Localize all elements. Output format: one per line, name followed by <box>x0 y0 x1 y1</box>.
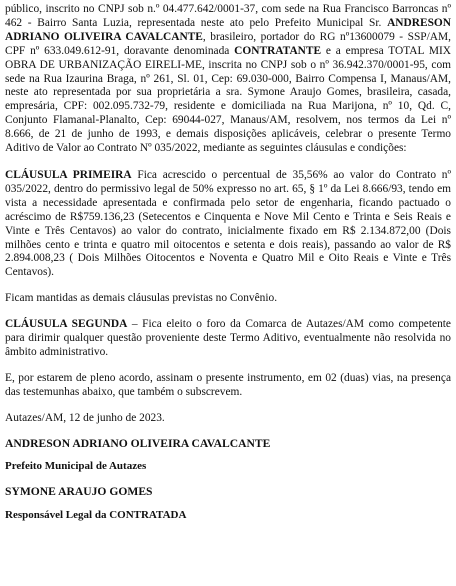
intro-text-1: público, inscrito no CNPJ sob n.º 04.477.642/0001-37, com sede na Rua Francisco Barroncas nº 462 - Bairro Santa Luzia, representada neste ato pelo Prefeito Municipal Sr. <box>5 3 451 29</box>
mayor-name-inline: ANDRESON ADRIANO OLIVEIRA CAVALCANTE <box>5 16 451 43</box>
intro-text-3: e a empresa TOTAL MIX OBRA DE URBANIZAÇÃO EIRELI-ME, inscrita no CNPJ sob o nº 36.942.370/0001-95, com sede na Rua Izaurina Braga, nº 261, Sl. 01, Cep: 69.030-000, Bairro Compensa I, Manaus/AM, neste ato representada por sua proprietária a sra. Symone Araujo Gomes, brasileira, casada, empresária, CPF: 002.095.732-79, residente e domiciliada na Rua Marijona, nº 10, Qd. C, Conjunto Flamanal-Planalto, Cep: 69044-027, Manaus/AM, resolvem, nos termos da Lei nº 8.666, de 21 de junho de 1993, e demais disposições aplicáveis, celebrar o presente Termo Aditivo de Valor ao Contrato Nº 035/2022, mediante as seguintes cláusulas e condições: <box>5 44 451 155</box>
signature-mayor-role: Prefeito Municipal de Autazes <box>5 460 147 473</box>
clause-2-heading: CLÁUSULA SEGUNDA <box>5 318 128 331</box>
clause-1-paragraph <box>5 169 451 280</box>
maintained-clauses-note: Ficam mantidas as demais cláusulas previstas no Convênio. <box>5 292 278 305</box>
clause-2-paragraph <box>5 318 451 360</box>
signature-mayor-name: ANDRESON ADRIANO OLIVEIRA CAVALCANTE <box>5 436 271 450</box>
contratante-label: CONTRATANTE <box>234 44 322 57</box>
closing-paragraph: E, por estarem de pleno acordo, assinam o presente instrumento, em 02 (duas) vias, na presença das testemunhas abaixo, que também o subscrevem. <box>5 371 451 398</box>
clause-1-text: Fica acrescido o percentual de 35,56% ao valor do Contrato nº 035/2022, dentro do permissivo legal de 50% expresso no art. 65, § 1º da Lei 8.666/93, tendo em vista a necessidade apresentada e confirmada pelo setor de engenharia, ficando pactuado o acréscimo de R$759.136,23 (Setecentos e Cinquenta e Nove Mil Cento e Trinta e Seis Reais e Vinte e Três Centavos) ao valor do contrato, inicialmente fixado em R$ 2.134.872,00 (Dois milhões cento e trinta e quatro mil oitocentos e setenta e dois reais), passando ao valor de R$ 2.894.008,23 ( Dois Milhões Oitocentos e Noventa e Quatro Mil e Oito Reais e Vinte e Três Centavos). <box>5 168 451 279</box>
intro-text-2: , brasileiro, portador do RG nº13600079 - SSP/AM, CPF nº 633.049.612-91, doravante denominada <box>5 30 451 57</box>
clause-2-text: – Fica eleito o foro da Comarca de Autazes/AM como competente para dirimir qualquer questão proveniente deste Termo Aditivo, eventualmente não resolvida no âmbito administrativo. <box>5 318 451 358</box>
signature-contractor-name: SYMONE ARAUJO GOMES <box>5 485 153 499</box>
place-date: Autazes/AM, 12 de junho de 2023. <box>5 411 165 424</box>
intro-paragraph <box>5 3 451 156</box>
signature-contractor-role: Responsável Legal da CONTRATADA <box>5 509 187 522</box>
clause-1-heading: CLÁUSULA PRIMEIRA <box>5 168 132 181</box>
